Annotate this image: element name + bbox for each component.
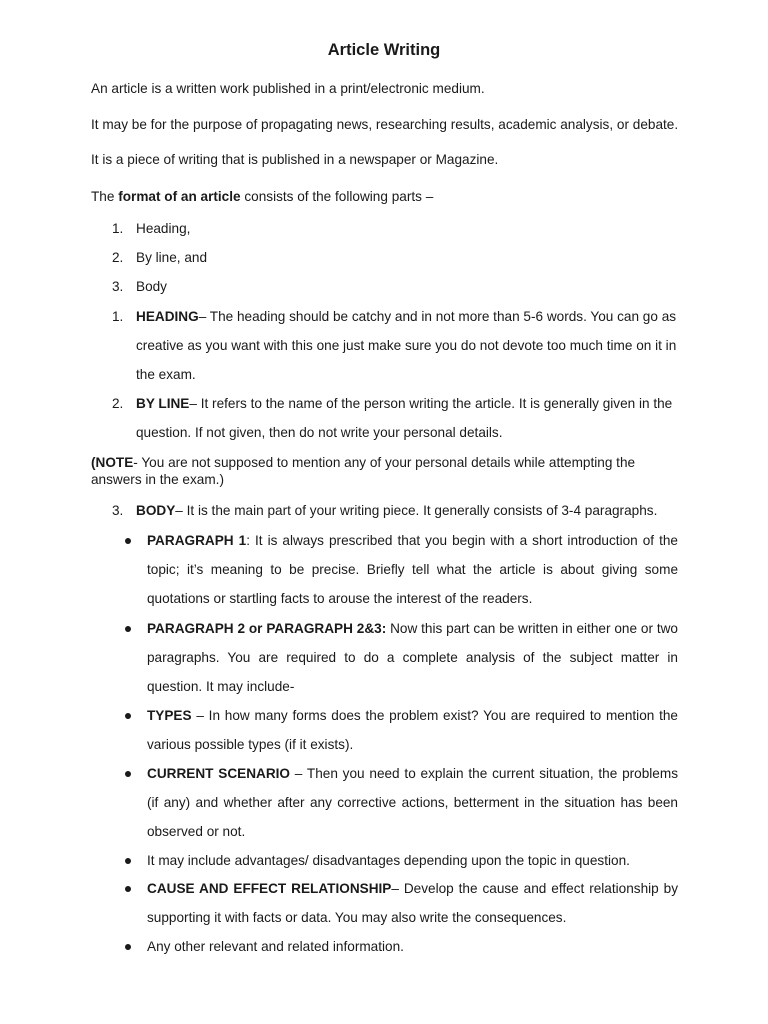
list-number: 3. — [112, 503, 124, 518]
list-item-heading: Heading, — [136, 221, 191, 236]
detail-heading-label: HEADING — [136, 309, 199, 324]
list-item-by-line: By line, and — [136, 250, 208, 265]
note-label: (NOTE — [91, 455, 134, 470]
bullet-label: CAUSE AND EFFECT RELATIONSHIP — [147, 881, 392, 896]
bullet-icon — [125, 944, 131, 950]
bullet-paragraph-1 — [147, 526, 678, 614]
bullet-cause-effect — [147, 874, 678, 932]
list-number: 3. — [112, 279, 124, 294]
detail-body-label: BODY — [136, 503, 176, 518]
detail-body — [136, 496, 681, 525]
bullet-icon — [125, 626, 131, 632]
detail-heading-text: – The heading should be catchy and in not more than 5-6 words. You can go as creative as you want with this one just make sure you do not devote too much time on it in the exam. — [136, 309, 677, 382]
bullet-types — [147, 701, 678, 759]
page-title: Article Writing — [327, 41, 441, 59]
bullet-text: Now this part can be written in either one or two paragraphs. You are required to do a complete analysis of the subject matter in question. It may include- — [147, 621, 678, 695]
detail-by-line — [136, 389, 681, 447]
format-prefix: The — [91, 189, 119, 204]
list-number: 2. — [112, 250, 124, 265]
format-bold: format of an article — [118, 189, 241, 204]
bullet-advantages — [147, 846, 678, 875]
bullet-icon — [125, 858, 131, 864]
bullet-icon — [125, 771, 131, 777]
bullet-text: : It is always prescribed that you begin with a short introduction of the topic; it’s meaning to be precise. Briefly tell what the article is about giving some quotations or startling facts to arouse the interest of the readers. — [147, 533, 678, 607]
list-number: 1. — [112, 221, 124, 236]
bullet-label: PARAGRAPH 2 or PARAGRAPH 2&3: — [147, 621, 387, 636]
bullet-paragraph-2 — [147, 614, 678, 702]
intro-paragraph-1: An article is a written work published in a print/electronic medium. — [91, 81, 485, 96]
bullet-icon — [125, 538, 131, 544]
list-number: 1. — [112, 309, 124, 324]
bullet-label: CURRENT SCENARIO — [147, 766, 290, 781]
bullet-label: PARAGRAPH 1 — [147, 533, 247, 548]
intro-paragraph-2: It may be for the purpose of propagating news, researching results, academic analysis, or debate. — [91, 117, 679, 132]
detail-by-line-text: – It refers to the name of the person writing the article. It is generally given in the question. If not given, then do not write your personal details. — [136, 396, 673, 440]
list-number: 2. — [112, 396, 124, 411]
bullet-icon — [125, 713, 131, 719]
bullet-icon — [125, 886, 131, 892]
bullet-label: TYPES — [147, 708, 192, 723]
detail-heading — [136, 302, 681, 389]
format-paragraph — [91, 188, 681, 206]
note-text: - You are not supposed to mention any of your personal details while attempting the answers in the exam.) — [91, 455, 636, 487]
bullet-text: – Then you need to explain the current situation, the problems (if any) and whether after any corrective actions, betterment in the situation has been observed or not. — [147, 766, 678, 840]
detail-body-text: – It is the main part of your writing piece. It generally consists of 3-4 paragraphs. — [175, 503, 658, 518]
bullet-text: – Develop the cause and effect relationship by supporting it with facts or data. You may also write the consequences. — [147, 881, 678, 926]
bullet-text: – In how many forms does the problem exist? You are required to mention the various possible types (if it exists). — [147, 708, 678, 753]
detail-by-line-label: BY LINE — [136, 396, 190, 411]
bullet-other-info — [147, 932, 678, 961]
format-suffix: consists of the following parts – — [240, 189, 434, 204]
bullet-text: It may include advantages/ disadvantages depending upon the topic in question. — [147, 853, 630, 868]
note-paragraph — [91, 454, 681, 488]
intro-paragraph-3: It is a piece of writing that is published in a newspaper or Magazine. — [91, 152, 499, 167]
bullet-current-scenario — [147, 759, 678, 847]
list-item-body: Body — [136, 279, 167, 294]
bullet-text: Any other relevant and related information. — [147, 939, 404, 954]
